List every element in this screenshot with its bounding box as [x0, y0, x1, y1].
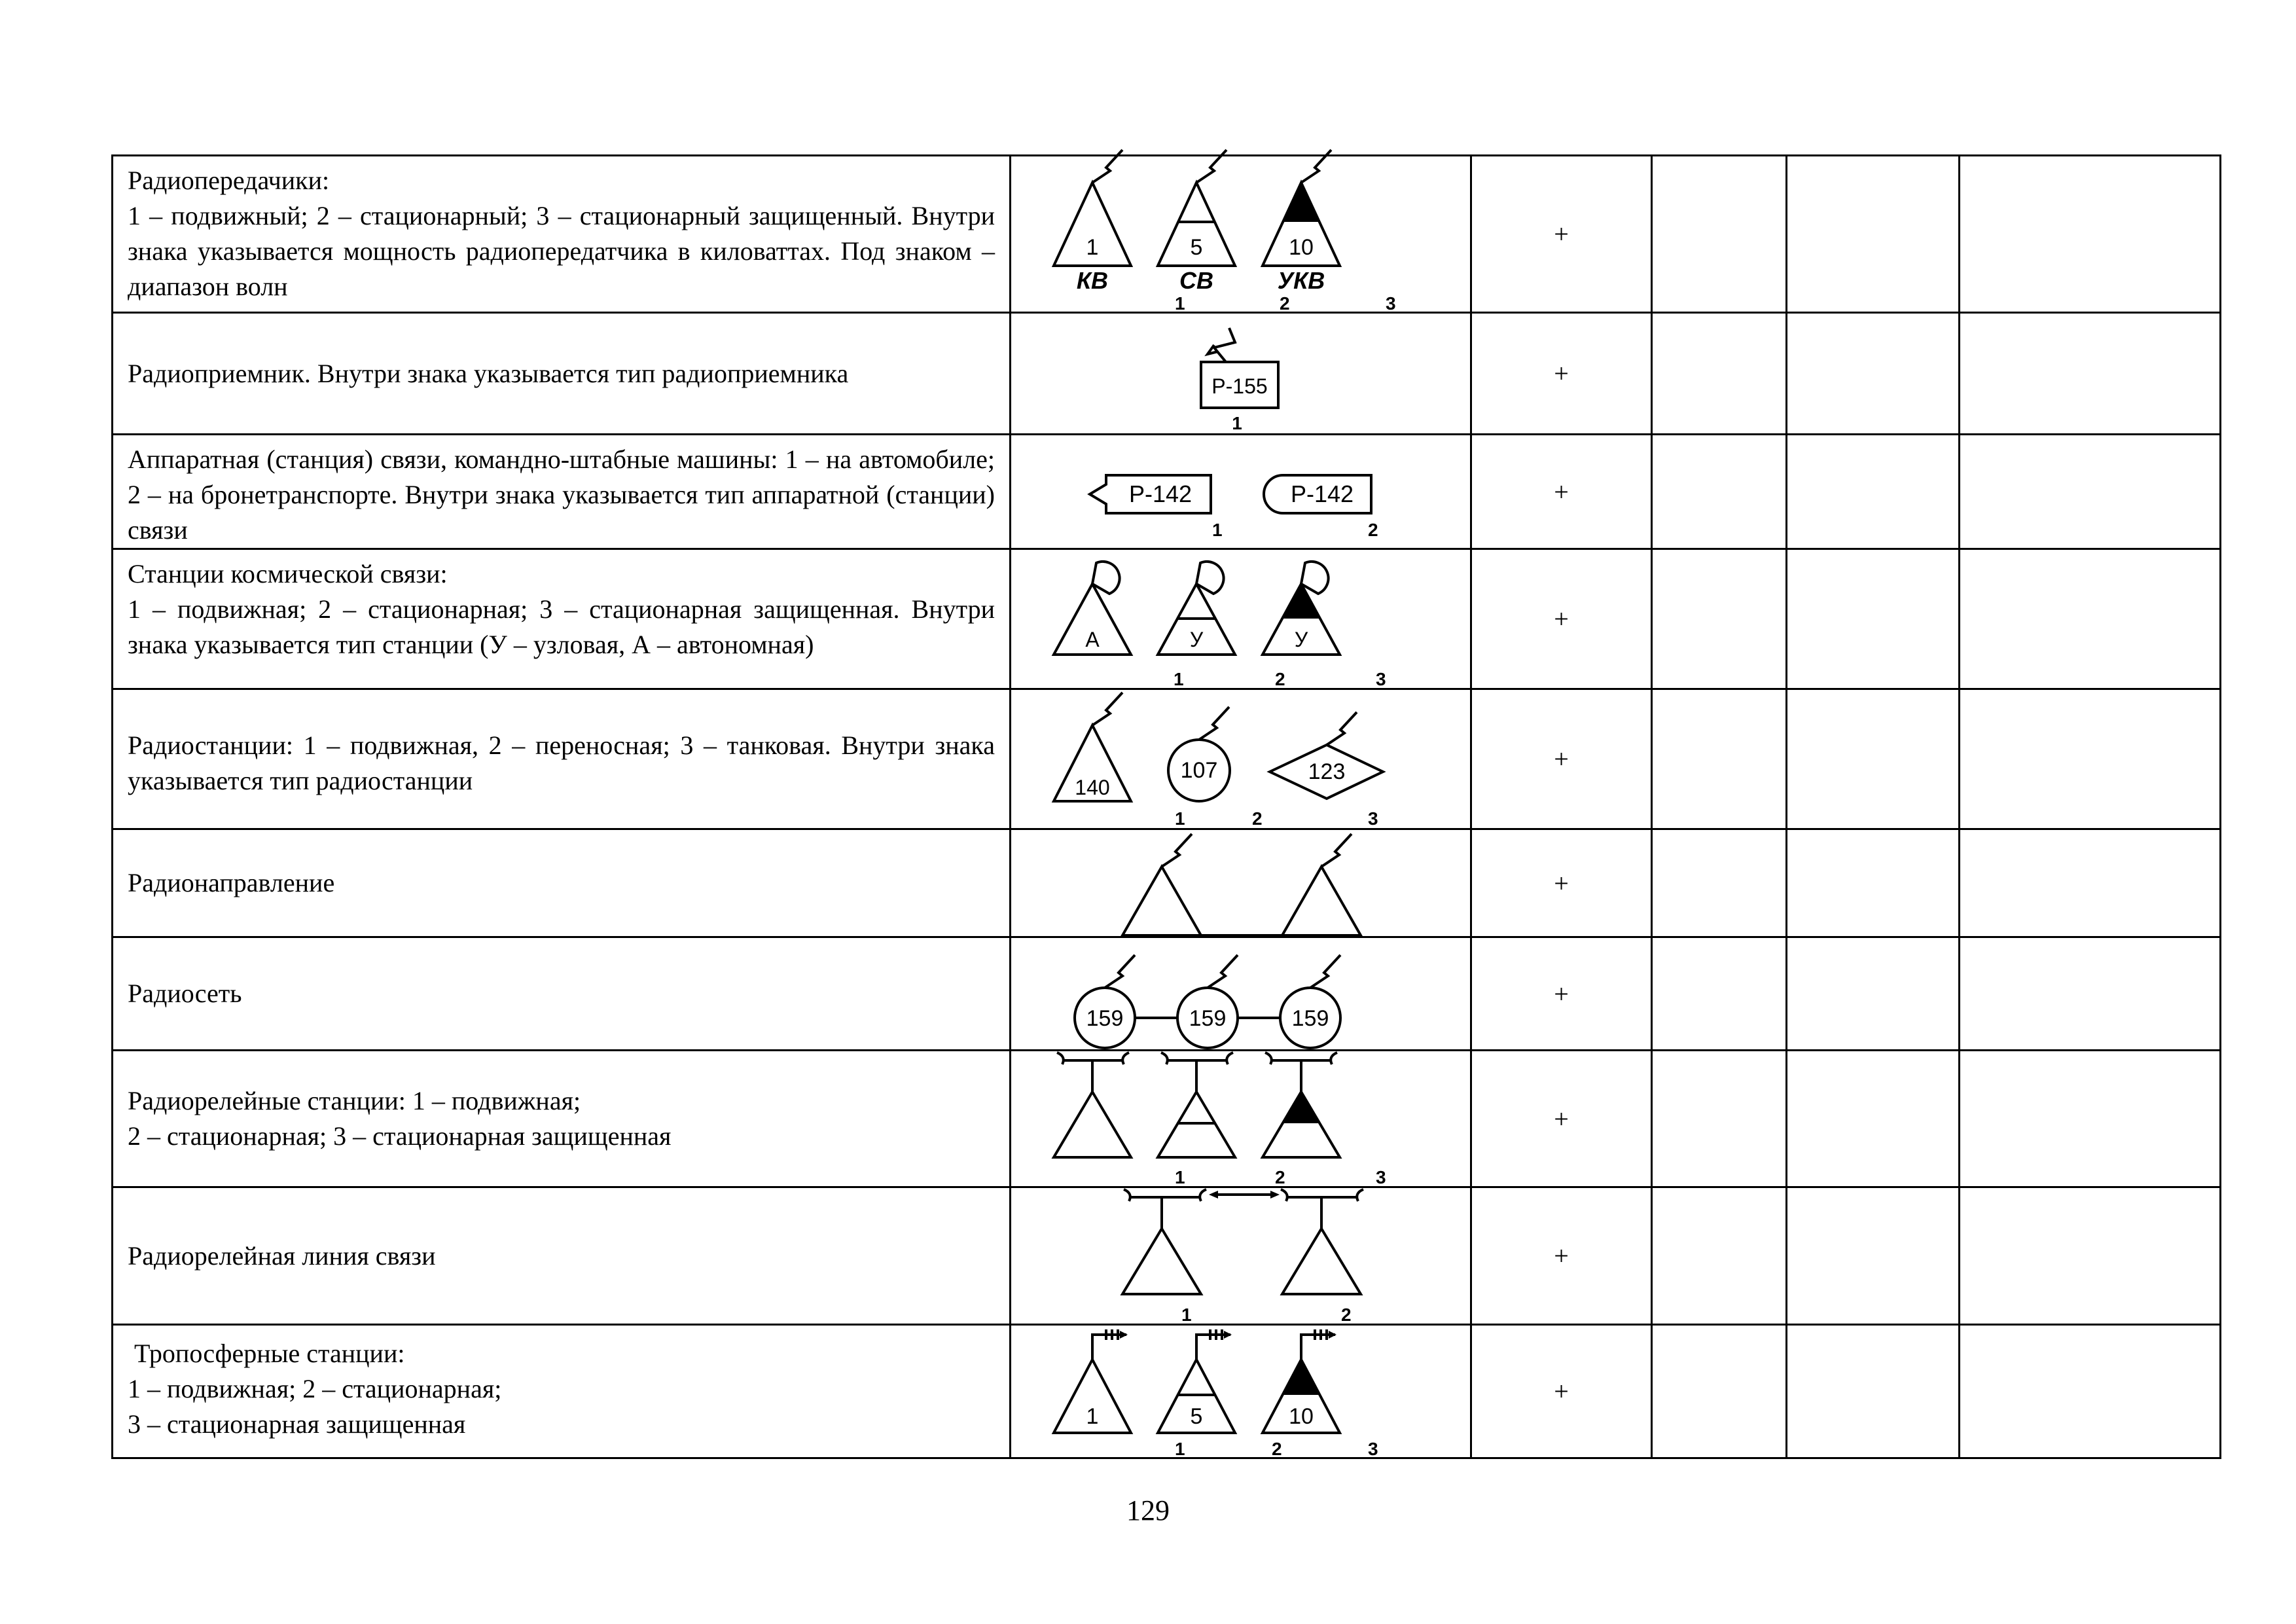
- empty-cell: [1652, 1051, 1787, 1187]
- variant-number: 1: [1181, 1304, 1192, 1325]
- signal-station-symbols: [1011, 441, 1472, 542]
- antenna-zigzag-icon: [1208, 955, 1238, 988]
- antenna-zigzag-icon: [1214, 328, 1235, 362]
- variant-number: 1: [1175, 808, 1185, 829]
- radio-direction-symbol: [1011, 831, 1472, 935]
- antenna-zigzag-icon: [1301, 150, 1331, 183]
- empty-cell: [1652, 829, 1787, 937]
- symbol-label: 10: [1289, 234, 1314, 260]
- empty-cell: [1960, 1187, 2221, 1325]
- variant-number: 2: [1275, 668, 1285, 689]
- empty-cell: [1787, 1325, 1960, 1458]
- variant-number: 3: [1386, 293, 1396, 314]
- empty-cell: [1960, 689, 2221, 829]
- symbol-label: 5: [1190, 234, 1203, 260]
- protected-fill-icon: [1283, 584, 1319, 619]
- protected-fill-icon: [1283, 183, 1319, 222]
- mark-cell: +: [1471, 1325, 1652, 1458]
- description-text: Аппаратная (станция) связи, командно-штабные машины: 1 – на автомобиле; 2 – на бронетранспорте. Внутри знака указывается тип аппаратной (станции) связи: [128, 444, 995, 545]
- empty-cell: [1652, 1187, 1787, 1325]
- mark-cell: +: [1471, 435, 1652, 549]
- table-row: [113, 435, 2221, 549]
- variant-number: 1: [1175, 1166, 1185, 1187]
- radio-relay-station-symbols: [1011, 1053, 1472, 1185]
- arrow-right-icon: [1270, 1191, 1280, 1199]
- empty-cell: [1652, 937, 1787, 1051]
- symbol-label: Р-142: [1128, 480, 1193, 507]
- antenna-zigzag-icon: [1310, 955, 1340, 988]
- empty-cell: [1960, 156, 2221, 313]
- radio-relay-line-symbol: [1011, 1189, 1472, 1323]
- description-text: Тропосферные станции: 1 – подвижная; 2 – стационарная; 3 – стационарная защищенная: [128, 1339, 502, 1439]
- antenna-zigzag-icon: [1105, 955, 1135, 988]
- antenna-zigzag-icon: [1199, 707, 1229, 740]
- symbol-label: 140: [1075, 775, 1110, 799]
- band-label: СВ: [1179, 266, 1213, 294]
- symbol-cell: [1011, 313, 1471, 435]
- antenna-zigzag-icon: [1092, 150, 1122, 183]
- band-label: УКВ: [1277, 266, 1325, 294]
- symbol-cell: [1011, 829, 1471, 937]
- description-text: Радионаправление: [128, 868, 335, 897]
- table-row: [113, 1051, 2221, 1187]
- empty-cell: [1960, 435, 2221, 549]
- table-row: [113, 1187, 2221, 1325]
- variant-number: 1: [1174, 668, 1184, 689]
- description-text: Радиостанции: 1 – подвижная, 2 – переносная; 3 – танковая. Внутри знака указывается тип радиостанции: [128, 731, 995, 795]
- variant-number: 1: [1175, 293, 1185, 314]
- mark-cell: +: [1471, 1051, 1652, 1187]
- description-cell: [113, 313, 1011, 435]
- symbol-label: 10: [1289, 1403, 1314, 1429]
- direction-station-triangle: [1122, 867, 1201, 935]
- empty-cell: [1960, 1325, 2221, 1458]
- table-row: [113, 829, 2221, 937]
- symbol-cell: [1011, 549, 1471, 689]
- antenna-zigzag-icon: [1092, 693, 1122, 725]
- radio-transmitter-symbols: [1011, 158, 1472, 314]
- symbol-label: А: [1085, 627, 1100, 651]
- relay-station-mobile-triangle: [1054, 1092, 1131, 1157]
- symbol-label: Р-142: [1290, 480, 1354, 507]
- description-text: Радиорелейная линия связи: [128, 1240, 436, 1271]
- description-cell: [113, 1325, 1011, 1458]
- mark-cell: +: [1471, 1187, 1652, 1325]
- variant-number: 3: [1368, 1438, 1378, 1459]
- description-cell: [113, 435, 1011, 549]
- symbol-cell: [1011, 1051, 1471, 1187]
- symbol-cell: [1011, 156, 1471, 313]
- empty-cell: [1960, 549, 2221, 689]
- mark-cell: +: [1471, 156, 1652, 313]
- description-text: Радиопередачики: 1 – подвижный; 2 – стационарный; 3 – стационарный защищенный. Внутри знака указывается мощность радиопередатчика в киловаттах. Под знаком – диапазон волн: [128, 166, 995, 301]
- symbol-label: У: [1294, 627, 1308, 651]
- mark-cell: +: [1471, 937, 1652, 1051]
- symbols-table: [111, 154, 2221, 1459]
- symbol-cell: [1011, 689, 1471, 829]
- symbol-label: 1: [1086, 1403, 1099, 1429]
- table-row: [113, 937, 2221, 1051]
- variant-number: 2: [1252, 808, 1263, 829]
- tropo-antenna-icon: [1196, 1335, 1230, 1360]
- empty-cell: [1787, 1051, 1960, 1187]
- variant-number: 2: [1368, 520, 1378, 540]
- radio-network-symbol: [1011, 939, 1472, 1049]
- symbol-cell: [1011, 937, 1471, 1051]
- variant-number: 1: [1212, 520, 1223, 540]
- empty-cell: [1787, 1187, 1960, 1325]
- empty-cell: [1652, 435, 1787, 549]
- mark-cell: +: [1471, 689, 1652, 829]
- radio-receiver-symbol: [1011, 315, 1472, 433]
- variant-number: 2: [1272, 1438, 1282, 1459]
- mark-cell: +: [1471, 549, 1652, 689]
- empty-cell: [1787, 313, 1960, 435]
- symbol-label: 5: [1190, 1403, 1203, 1429]
- page-number: 129: [1126, 1494, 1170, 1526]
- variant-number: 3: [1368, 808, 1378, 829]
- tropo-antenna-icon: [1092, 1335, 1126, 1360]
- symbol-label: 159: [1291, 1005, 1329, 1031]
- variant-number: 2: [1275, 1166, 1285, 1187]
- empty-cell: [1960, 1051, 2221, 1187]
- symbol-cell: [1011, 435, 1471, 549]
- empty-cell: [1787, 435, 1960, 549]
- description-cell: [113, 549, 1011, 689]
- empty-cell: [1787, 549, 1960, 689]
- empty-cell: [1787, 937, 1960, 1051]
- empty-cell: [1960, 313, 2221, 435]
- empty-cell: [1652, 689, 1787, 829]
- antenna-zigzag-icon: [1196, 150, 1227, 183]
- symbol-cell: [1011, 1187, 1471, 1325]
- variant-number: 1: [1232, 412, 1242, 433]
- variant-number: 2: [1280, 293, 1290, 314]
- empty-cell: [1787, 689, 1960, 829]
- variant-number: 2: [1341, 1304, 1352, 1325]
- relay-line-station-triangle: [1282, 1229, 1361, 1294]
- description-cell: [113, 1051, 1011, 1187]
- antenna-zigzag-icon: [1162, 834, 1192, 867]
- band-label: КВ: [1076, 266, 1109, 294]
- variant-number: 1: [1175, 1438, 1185, 1459]
- table-row: [113, 549, 2221, 689]
- protected-fill-icon: [1283, 1360, 1319, 1395]
- relay-line-station-triangle: [1122, 1229, 1201, 1294]
- space-station-symbols: [1011, 551, 1472, 687]
- empty-cell: [1960, 829, 2221, 937]
- tropo-antenna-icon: [1301, 1335, 1335, 1360]
- antenna-zigzag-icon: [1321, 834, 1352, 867]
- empty-cell: [1787, 829, 1960, 937]
- table-row: [113, 156, 2221, 313]
- description-text: Радиорелейные станции: 1 – подвижная; 2 – стационарная; 3 – стационарная защищенная: [128, 1086, 672, 1151]
- empty-cell: [1652, 313, 1787, 435]
- symbol-label: У: [1189, 627, 1204, 651]
- description-text: Станции космической связи: 1 – подвижная; 2 – стационарная; 3 – стационарная защищенная. Внутри знака указывается тип станции (У – узловая, А – автономная): [128, 559, 995, 659]
- symbol-label: 159: [1086, 1005, 1124, 1031]
- symbol-label: 123: [1308, 759, 1346, 784]
- description-cell: [113, 829, 1011, 937]
- tropospheric-station-symbols: [1011, 1327, 1472, 1459]
- symbol-label: 107: [1180, 757, 1218, 783]
- description-cell: [113, 937, 1011, 1051]
- description-cell: [113, 689, 1011, 829]
- description-text: Радиосеть: [128, 979, 242, 1008]
- variant-number: 3: [1376, 668, 1386, 689]
- empty-cell: [1960, 937, 2221, 1051]
- table-row: [113, 1325, 2221, 1458]
- mark-cell: +: [1471, 313, 1652, 435]
- symbol-label: Р-155: [1211, 374, 1268, 398]
- arrow-left-icon: [1209, 1191, 1218, 1199]
- empty-cell: [1652, 549, 1787, 689]
- table-row: [113, 689, 2221, 829]
- description-text: Радиоприемник. Внутри знака указывается тип радиоприемника: [128, 358, 849, 388]
- symbol-cell: [1011, 1325, 1471, 1458]
- direction-station-triangle: [1282, 867, 1361, 935]
- antenna-zigzag-icon: [1327, 712, 1357, 745]
- description-cell: [113, 1187, 1011, 1325]
- description-cell: [113, 156, 1011, 313]
- symbol-label: 1: [1086, 234, 1099, 260]
- variant-number: 3: [1376, 1166, 1386, 1187]
- table-row: [113, 313, 2221, 435]
- protected-fill-icon: [1283, 1092, 1319, 1123]
- radio-station-symbols: [1011, 691, 1472, 827]
- empty-cell: [1652, 156, 1787, 313]
- mark-cell: +: [1471, 829, 1652, 937]
- empty-cell: [1787, 156, 1960, 313]
- empty-cell: [1652, 1325, 1787, 1458]
- symbol-label: 159: [1189, 1005, 1227, 1031]
